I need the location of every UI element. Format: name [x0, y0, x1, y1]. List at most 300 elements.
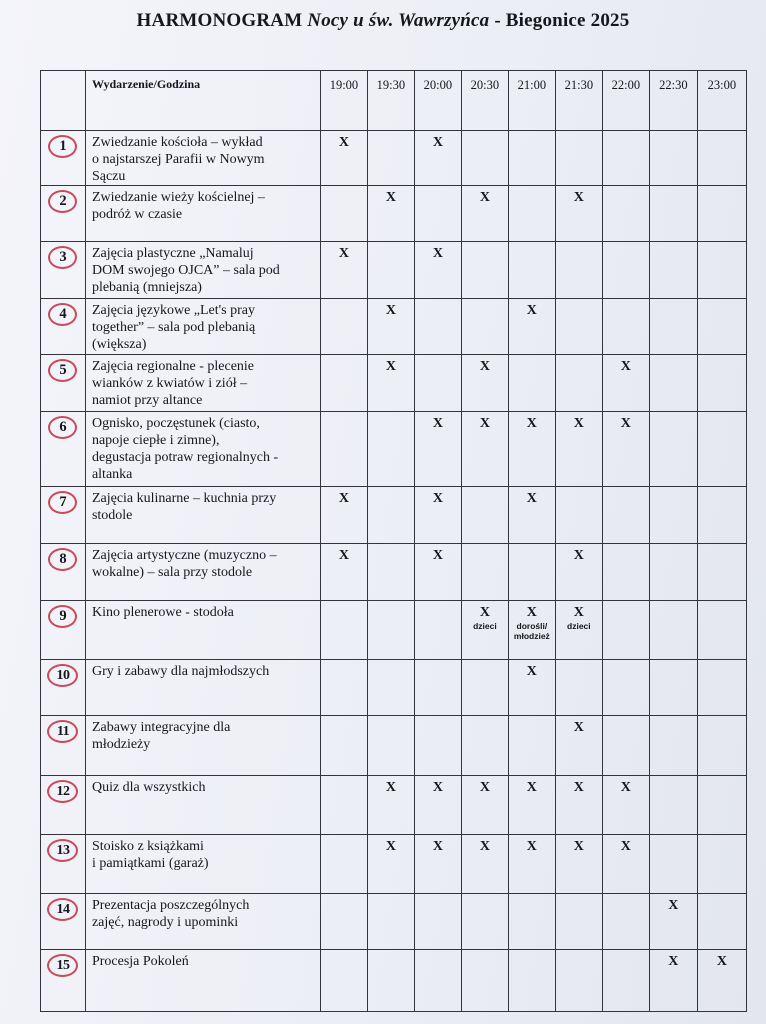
event-description — [86, 186, 320, 223]
time-slot-cell — [649, 186, 697, 242]
time-slot-cell — [367, 186, 414, 242]
audience-note: dzieci — [567, 621, 591, 631]
event-line: wokalne) – sala przy stodole — [91, 565, 253, 580]
time-slot-cell — [461, 716, 508, 776]
time-slot-cell — [414, 487, 461, 544]
event-line: Sączu — [91, 169, 126, 184]
time-header-2130: 21:30 — [555, 71, 602, 131]
event-line: Quiz dla wszystkich — [91, 780, 206, 795]
time-slot-cell — [414, 412, 461, 487]
event-cell — [85, 487, 320, 544]
table-row — [41, 242, 747, 299]
time-slot-cell — [697, 355, 746, 412]
event-description — [86, 835, 320, 872]
time-slot-cell — [367, 776, 414, 835]
event-line: Zabawy integracyjne dla — [91, 720, 231, 735]
schedule-mark: X — [479, 416, 490, 431]
time-slot-cell — [508, 660, 555, 716]
time-slot-cell — [367, 412, 414, 487]
time-slot-cell — [602, 950, 649, 1012]
time-slot-cell — [649, 894, 697, 950]
table-row — [41, 776, 747, 835]
schedule-mark: X — [385, 839, 396, 854]
event-description — [86, 299, 320, 353]
time-slot-cell — [602, 487, 649, 544]
row-number-circle: 9 — [48, 605, 77, 628]
time-slot-cell — [649, 716, 697, 776]
row-number-circle: 5 — [48, 359, 77, 382]
time-slot-cell — [367, 544, 414, 601]
schedule-mark: X — [620, 780, 631, 795]
time-slot-cell — [508, 894, 555, 950]
event-line: Zajęcia artystyczne (muzyczno – — [91, 548, 277, 563]
time-slot-cell — [649, 299, 697, 355]
time-slot-cell — [320, 186, 367, 242]
table-row — [41, 835, 747, 894]
time-slot-cell — [461, 487, 508, 544]
row-number-circle: 15 — [47, 954, 78, 977]
time-header-1900: 19:00 — [320, 71, 367, 131]
time-slot-cell — [555, 716, 602, 776]
time-header-2100: 21:00 — [508, 71, 555, 131]
time-slot-cell — [602, 412, 649, 487]
time-slot-cell — [649, 355, 697, 412]
time-slot-cell — [508, 242, 555, 299]
table-row — [41, 544, 747, 601]
event-line: Prezentacja poszczególnych — [91, 898, 250, 913]
event-line: together” – sala pod plebanią — [91, 320, 256, 335]
event-line: młodzieży — [91, 737, 151, 752]
schedule-mark: X — [338, 548, 349, 563]
schedule-mark: X — [668, 898, 679, 913]
event-cell — [85, 242, 320, 299]
schedule-mark: X — [338, 135, 349, 150]
time-slot-cell — [414, 776, 461, 835]
schedule-mark: X — [385, 780, 396, 795]
schedule-mark: X — [526, 416, 537, 431]
time-slot-cell — [602, 601, 649, 660]
time-slot-cell — [555, 131, 602, 186]
row-number-circle: 11 — [47, 720, 78, 743]
event-cell — [85, 950, 320, 1012]
time-slot-cell — [508, 412, 555, 487]
schedule-mark: X — [573, 190, 584, 205]
schedule-mark: X — [338, 491, 349, 506]
row-number-cell — [41, 299, 86, 355]
row-number-cell — [41, 894, 86, 950]
time-slot-cell — [461, 601, 508, 660]
time-slot-cell — [461, 186, 508, 242]
event-line: napoje ciepłe i zimne), — [91, 433, 220, 448]
schedule-mark: X — [716, 954, 727, 969]
time-slot-cell — [367, 660, 414, 716]
event-cell — [85, 660, 320, 716]
row-number-cell — [41, 601, 86, 660]
event-cell — [85, 601, 320, 660]
row-number-cell — [41, 835, 86, 894]
time-slot-cell — [555, 412, 602, 487]
time-slot-cell — [414, 835, 461, 894]
event-line: Kino plenerowe - stodoła — [91, 605, 234, 620]
schedule-mark: X — [573, 605, 584, 620]
schedule-mark: X — [573, 416, 584, 431]
time-slot-cell — [649, 950, 697, 1012]
schedule-mark: X — [479, 839, 490, 854]
schedule-mark: X — [573, 780, 584, 795]
event-description — [86, 894, 320, 931]
page-title — [0, 10, 766, 32]
time-slot-cell — [508, 776, 555, 835]
row-number-circle: 4 — [48, 303, 77, 326]
event-line: DOM swojego OJCA” – sala pod — [91, 263, 280, 278]
time-slot-cell — [414, 186, 461, 242]
time-slot-cell — [508, 131, 555, 186]
row-number-circle: 12 — [47, 780, 78, 803]
schedule-mark: X — [432, 548, 443, 563]
time-slot-cell — [649, 131, 697, 186]
time-slot-cell — [461, 950, 508, 1012]
time-slot-cell — [320, 487, 367, 544]
time-slot-cell — [649, 412, 697, 487]
schedule-mark: X — [432, 780, 443, 795]
row-number-cell — [41, 487, 86, 544]
time-slot-cell — [555, 776, 602, 835]
time-slot-cell — [602, 776, 649, 835]
time-header-2230: 22:30 — [649, 71, 697, 131]
time-slot-cell — [508, 716, 555, 776]
schedule-mark: X — [479, 780, 490, 795]
time-slot-cell — [367, 716, 414, 776]
time-slot-cell — [555, 894, 602, 950]
row-number-circle: 10 — [47, 664, 78, 687]
time-slot-cell — [367, 601, 414, 660]
time-header-2000: 20:00 — [414, 71, 461, 131]
schedule-mark: X — [479, 190, 490, 205]
schedule-mark: X — [479, 359, 490, 374]
time-slot-cell — [555, 601, 602, 660]
time-slot-cell — [649, 776, 697, 835]
time-slot-cell — [697, 601, 746, 660]
time-slot-cell — [555, 355, 602, 412]
time-slot-cell — [508, 601, 555, 660]
event-description — [86, 776, 320, 796]
row-number-cell — [41, 412, 86, 487]
time-slot-cell — [555, 835, 602, 894]
time-slot-cell — [461, 894, 508, 950]
schedule-mark: X — [573, 720, 584, 735]
time-slot-cell — [602, 355, 649, 412]
audience-note: dzieci — [473, 621, 497, 631]
time-slot-cell — [367, 894, 414, 950]
event-line: Zajęcia plastyczne „Namaluj — [91, 246, 254, 261]
schedule-mark: X — [432, 416, 443, 431]
time-slot-cell — [414, 355, 461, 412]
row-number-cell — [41, 716, 86, 776]
schedule-mark: X — [573, 839, 584, 854]
row-number-cell — [41, 950, 86, 1012]
time-slot-cell — [555, 186, 602, 242]
time-slot-cell — [697, 660, 746, 716]
row-number-circle: 3 — [48, 246, 77, 269]
time-slot-cell — [555, 299, 602, 355]
row-number-circle: 1 — [48, 135, 77, 158]
time-slot-cell — [367, 355, 414, 412]
time-slot-cell — [697, 835, 746, 894]
row-number-cell — [41, 776, 86, 835]
time-slot-cell — [602, 835, 649, 894]
time-header-2200: 22:00 — [602, 71, 649, 131]
time-slot-cell — [602, 242, 649, 299]
title-prefix: HARMONOGRAM — [136, 10, 303, 31]
time-slot-cell — [555, 544, 602, 601]
event-description — [86, 950, 320, 970]
row-number-circle: 13 — [47, 839, 78, 862]
time-slot-cell — [320, 716, 367, 776]
time-slot-cell — [697, 894, 746, 950]
table-row — [41, 950, 747, 1012]
schedule-mark: X — [526, 664, 537, 679]
time-slot-cell — [320, 835, 367, 894]
event-description — [86, 660, 320, 680]
time-slot-cell — [414, 716, 461, 776]
schedule-mark: X — [526, 303, 537, 318]
time-slot-cell — [697, 776, 746, 835]
schedule-mark: X — [526, 491, 537, 506]
header-num-cell — [41, 71, 86, 131]
event-description — [86, 242, 320, 296]
event-cell — [85, 299, 320, 355]
schedule-mark: X — [432, 135, 443, 150]
time-slot-cell — [461, 660, 508, 716]
time-slot-cell — [414, 544, 461, 601]
event-cell — [85, 716, 320, 776]
time-header-2300: 23:00 — [697, 71, 746, 131]
table-row — [41, 131, 747, 186]
time-slot-cell — [414, 950, 461, 1012]
event-cell — [85, 835, 320, 894]
time-slot-cell — [697, 487, 746, 544]
table-row — [41, 186, 747, 242]
table-row — [41, 299, 747, 355]
event-description — [86, 601, 320, 621]
time-slot-cell — [508, 487, 555, 544]
time-slot-cell — [367, 242, 414, 299]
schedule-mark: X — [620, 416, 631, 431]
time-slot-cell — [602, 299, 649, 355]
event-line: Procesja Pokoleń — [91, 954, 189, 969]
time-slot-cell — [414, 299, 461, 355]
time-slot-cell — [649, 487, 697, 544]
time-slot-cell — [414, 601, 461, 660]
event-description — [86, 544, 320, 581]
time-slot-cell — [320, 412, 367, 487]
time-slot-cell — [461, 776, 508, 835]
time-header-1930: 19:30 — [367, 71, 414, 131]
row-number-cell — [41, 355, 86, 412]
schedule-rows — [41, 131, 747, 1012]
time-slot-cell — [367, 950, 414, 1012]
schedule-mark: X — [338, 246, 349, 261]
schedule-mark: X — [620, 359, 631, 374]
event-line: Zwiedzanie wieży kościelnej – — [91, 190, 265, 205]
table-row — [41, 355, 747, 412]
time-slot-cell — [508, 544, 555, 601]
time-slot-cell — [414, 131, 461, 186]
time-slot-cell — [367, 487, 414, 544]
table-row — [41, 601, 747, 660]
time-slot-cell — [367, 299, 414, 355]
time-slot-cell — [649, 601, 697, 660]
time-slot-cell — [414, 242, 461, 299]
event-line: altanka — [91, 467, 133, 482]
event-cell — [85, 131, 320, 186]
time-slot-cell — [367, 835, 414, 894]
title-suffix: - Biegonice 2025 — [494, 10, 630, 31]
header-row — [41, 71, 747, 131]
schedule-mark: X — [432, 246, 443, 261]
schedule-mark: X — [385, 359, 396, 374]
row-number-circle: 7 — [48, 491, 77, 514]
event-cell — [85, 544, 320, 601]
time-slot-cell — [697, 950, 746, 1012]
row-number-circle: 14 — [47, 898, 78, 921]
time-slot-cell — [320, 299, 367, 355]
time-slot-cell — [461, 242, 508, 299]
audience-note: dorośli/ młodzież — [513, 621, 550, 641]
event-description — [86, 131, 320, 185]
schedule-table — [40, 70, 747, 1012]
time-slot-cell — [461, 299, 508, 355]
time-slot-cell — [461, 355, 508, 412]
row-number-cell — [41, 544, 86, 601]
schedule-mark: X — [432, 839, 443, 854]
time-header-2030: 20:30 — [461, 71, 508, 131]
event-description — [86, 412, 320, 483]
event-description — [86, 487, 320, 524]
row-number-cell — [41, 242, 86, 299]
event-line: zajęć, nagrody i upominki — [91, 915, 239, 930]
time-slot-cell — [320, 776, 367, 835]
time-slot-cell — [414, 894, 461, 950]
row-number-circle: 6 — [48, 416, 77, 439]
time-slot-cell — [320, 355, 367, 412]
time-slot-cell — [649, 544, 697, 601]
time-slot-cell — [697, 186, 746, 242]
event-line: Gry i zabawy dla najmłodszych — [91, 664, 270, 679]
row-number-circle: 2 — [48, 190, 77, 213]
time-slot-cell — [602, 544, 649, 601]
time-slot-cell — [649, 835, 697, 894]
time-slot-cell — [508, 186, 555, 242]
time-slot-cell — [320, 601, 367, 660]
time-slot-cell — [320, 894, 367, 950]
row-number-cell — [41, 660, 86, 716]
table-row — [41, 894, 747, 950]
row-number-cell — [41, 186, 86, 242]
time-slot-cell — [508, 355, 555, 412]
time-slot-cell — [461, 131, 508, 186]
schedule-mark: X — [526, 780, 537, 795]
event-line: Zajęcia regionalne - plecenie — [91, 359, 255, 374]
time-slot-cell — [320, 950, 367, 1012]
time-slot-cell — [320, 544, 367, 601]
schedule-mark: X — [479, 605, 490, 620]
event-line: Zwiedzanie kościoła – wykład — [91, 135, 263, 150]
time-slot-cell — [461, 544, 508, 601]
header-event-label: Wydarzenie/Godzina — [85, 71, 320, 131]
time-slot-cell — [461, 835, 508, 894]
time-slot-cell — [508, 299, 555, 355]
event-cell — [85, 186, 320, 242]
time-slot-cell — [320, 242, 367, 299]
row-number-circle: 8 — [48, 548, 77, 571]
schedule-mark: X — [573, 548, 584, 563]
time-slot-cell — [602, 894, 649, 950]
event-line: Zajęcia językowe „Let's pray — [91, 303, 255, 318]
time-slot-cell — [508, 835, 555, 894]
time-slot-cell — [602, 716, 649, 776]
schedule-mark: X — [668, 954, 679, 969]
event-cell — [85, 776, 320, 835]
time-slot-cell — [697, 544, 746, 601]
event-line: Zajęcia kulinarne – kuchnia przy — [91, 491, 277, 506]
event-line: wianków z kwiatów i ziół – — [91, 376, 248, 391]
schedule-mark: X — [526, 605, 537, 620]
schedule-mark: X — [526, 839, 537, 854]
event-cell — [85, 355, 320, 412]
event-line: podróż w czasie — [91, 207, 183, 222]
time-slot-cell — [697, 131, 746, 186]
time-slot-cell — [555, 660, 602, 716]
time-slot-cell — [602, 660, 649, 716]
time-slot-cell — [649, 242, 697, 299]
time-slot-cell — [555, 242, 602, 299]
time-slot-cell — [602, 186, 649, 242]
event-line: i pamiątkami (garaż) — [91, 856, 209, 871]
time-slot-cell — [367, 131, 414, 186]
schedule-mark: X — [385, 303, 396, 318]
time-slot-cell — [555, 487, 602, 544]
event-line: namiot przy altance — [91, 393, 203, 408]
event-line: o najstarszej Parafii w Nowym — [91, 152, 265, 167]
table-row — [41, 412, 747, 487]
time-slot-cell — [508, 950, 555, 1012]
time-slot-cell — [697, 716, 746, 776]
schedule-mark: X — [385, 190, 396, 205]
event-description — [86, 716, 320, 753]
time-slot-cell — [461, 412, 508, 487]
event-cell — [85, 412, 320, 487]
time-slot-cell — [697, 299, 746, 355]
title-italic: Nocy u św. Wawrzyńca — [307, 10, 490, 31]
schedule-mark: X — [620, 839, 631, 854]
schedule-mark: X — [432, 491, 443, 506]
table-row — [41, 660, 747, 716]
event-line: stodole — [91, 508, 133, 523]
row-number-cell — [41, 131, 86, 186]
time-slot-cell — [602, 131, 649, 186]
time-slot-cell — [414, 660, 461, 716]
event-line: degustacja potraw regionalnych - — [91, 450, 279, 465]
time-slot-cell — [555, 950, 602, 1012]
time-slot-cell — [697, 412, 746, 487]
time-slot-cell — [697, 242, 746, 299]
time-slot-cell — [320, 131, 367, 186]
table-row — [41, 487, 747, 544]
event-line: Stoisko z książkami — [91, 839, 204, 854]
event-line: plebanią (mniejsza) — [91, 280, 202, 295]
event-cell — [85, 894, 320, 950]
